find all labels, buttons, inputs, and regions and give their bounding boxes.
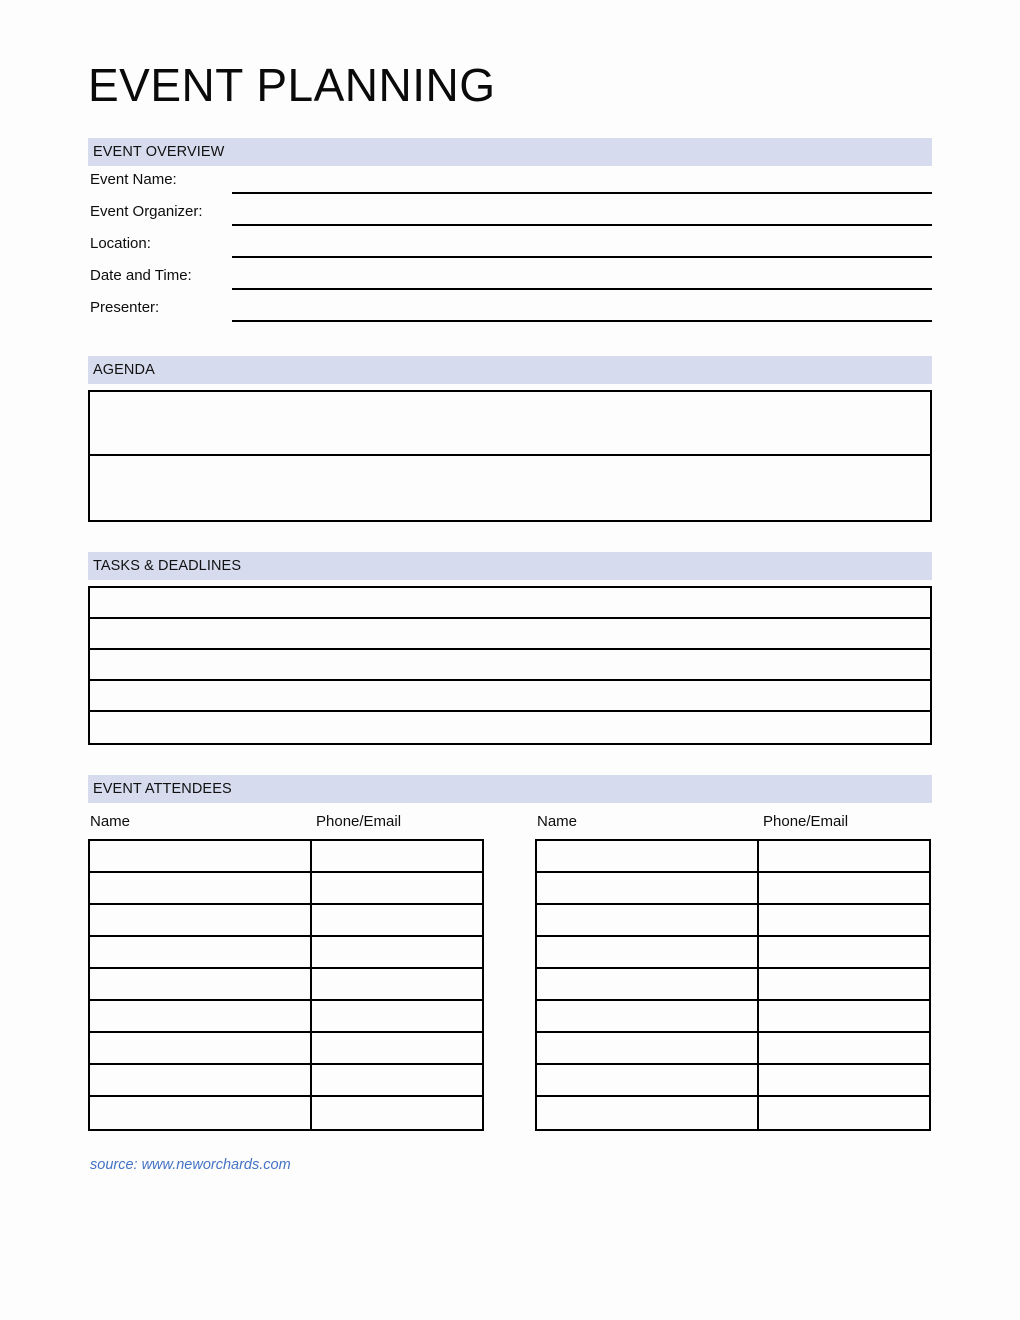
overview-spacer <box>88 326 932 356</box>
column-header-phone-email: Phone/Email <box>763 813 849 830</box>
task-row[interactable] <box>90 650 930 681</box>
cell-name[interactable] <box>537 873 759 903</box>
agenda-row[interactable] <box>90 456 930 520</box>
cell-name[interactable] <box>90 873 312 903</box>
attendee-left-grid <box>88 839 484 1131</box>
table-row <box>90 969 482 1001</box>
title-spacer <box>88 108 932 138</box>
cell-phone-email[interactable] <box>759 1065 929 1095</box>
cell-name[interactable] <box>90 1065 312 1095</box>
input-location[interactable] <box>232 256 932 258</box>
cell-name[interactable] <box>537 969 759 999</box>
cell-name[interactable] <box>90 1001 312 1031</box>
cell-name[interactable] <box>537 1065 759 1095</box>
table-row <box>90 1001 482 1033</box>
cell-name[interactable] <box>537 1001 759 1031</box>
label-date-and-time: Date and Time: <box>90 267 192 284</box>
column-header-name: Name <box>90 813 131 830</box>
table-row <box>537 1033 929 1065</box>
attendee-tables <box>88 813 932 1131</box>
input-presenter[interactable] <box>232 320 932 322</box>
cell-phone-email[interactable] <box>759 1097 929 1129</box>
cell-name[interactable] <box>90 969 312 999</box>
attendee-table-right <box>535 813 931 1131</box>
cell-phone-email[interactable] <box>759 841 929 871</box>
section-header-tasks-and-deadlines: TASKS & DEADLINES <box>88 552 932 580</box>
column-header-phone-email: Phone/Email <box>316 813 402 830</box>
task-row[interactable] <box>90 588 930 619</box>
page-title: EVENT PLANNING <box>88 59 496 111</box>
cell-phone-email[interactable] <box>312 905 482 935</box>
cell-name[interactable] <box>537 937 759 967</box>
cell-phone-email[interactable] <box>759 1033 929 1063</box>
field-row-event-name <box>88 166 932 198</box>
table-row <box>537 1097 929 1129</box>
task-row[interactable] <box>90 681 930 712</box>
tasks-spacer <box>88 745 932 775</box>
cell-phone-email[interactable] <box>759 873 929 903</box>
cell-phone-email[interactable] <box>312 1033 482 1063</box>
cell-name[interactable] <box>90 1097 312 1129</box>
table-row <box>537 969 929 1001</box>
cell-name[interactable] <box>537 841 759 871</box>
table-row <box>90 937 482 969</box>
cell-phone-email[interactable] <box>759 937 929 967</box>
cell-name[interactable] <box>90 841 312 871</box>
section-header-event-overview: EVENT OVERVIEW <box>88 138 932 166</box>
cell-phone-email[interactable] <box>312 937 482 967</box>
agenda-spacer <box>88 522 932 552</box>
cell-phone-email[interactable] <box>312 969 482 999</box>
document-content <box>88 0 932 1173</box>
cell-name[interactable] <box>90 937 312 967</box>
table-row <box>90 1097 482 1129</box>
table-row <box>537 937 929 969</box>
table-row <box>90 905 482 937</box>
attendee-left-column-headers <box>88 813 484 839</box>
task-row[interactable] <box>90 712 930 743</box>
event-attendees-section <box>88 813 932 1131</box>
section-header-event-attendees: EVENT ATTENDEES <box>88 775 932 803</box>
field-row-presenter <box>88 294 932 326</box>
table-row <box>90 841 482 873</box>
field-row-location <box>88 230 932 262</box>
attendee-table-left <box>88 813 484 1131</box>
label-location: Location: <box>90 235 151 252</box>
task-row[interactable] <box>90 619 930 650</box>
cell-phone-email[interactable] <box>759 969 929 999</box>
cell-phone-email[interactable] <box>312 841 482 871</box>
table-row <box>90 873 482 905</box>
label-presenter: Presenter: <box>90 299 160 316</box>
input-date-and-time[interactable] <box>232 288 932 290</box>
cell-phone-email[interactable] <box>759 1001 929 1031</box>
section-header-agenda: AGENDA <box>88 356 932 384</box>
cell-name[interactable] <box>90 1033 312 1063</box>
input-event-name[interactable] <box>232 192 932 194</box>
event-overview-fields <box>88 166 932 326</box>
cell-phone-email[interactable] <box>312 1097 482 1129</box>
table-row <box>537 873 929 905</box>
field-row-event-organizer <box>88 198 932 230</box>
cell-phone-email[interactable] <box>312 1065 482 1095</box>
source-attribution[interactable]: source: www.neworchards.com <box>90 1157 291 1173</box>
table-row <box>537 841 929 873</box>
cell-phone-email[interactable] <box>312 873 482 903</box>
table-row <box>537 1065 929 1097</box>
cell-phone-email[interactable] <box>759 905 929 935</box>
table-row <box>90 1033 482 1065</box>
cell-name[interactable] <box>537 905 759 935</box>
cell-name[interactable] <box>537 1097 759 1129</box>
cell-name[interactable] <box>90 905 312 935</box>
table-row <box>90 1065 482 1097</box>
agenda-table <box>88 390 932 522</box>
agenda-row[interactable] <box>90 392 930 456</box>
table-row <box>537 905 929 937</box>
tasks-table <box>88 586 932 745</box>
label-event-name: Event Name: <box>90 171 177 188</box>
attendee-right-grid <box>535 839 931 1131</box>
label-event-organizer: Event Organizer: <box>90 203 203 220</box>
field-row-date-and-time <box>88 262 932 294</box>
input-event-organizer[interactable] <box>232 224 932 226</box>
table-row <box>537 1001 929 1033</box>
cell-phone-email[interactable] <box>312 1001 482 1031</box>
cell-name[interactable] <box>537 1033 759 1063</box>
attendee-right-column-headers <box>535 813 931 839</box>
column-header-name: Name <box>537 813 578 830</box>
